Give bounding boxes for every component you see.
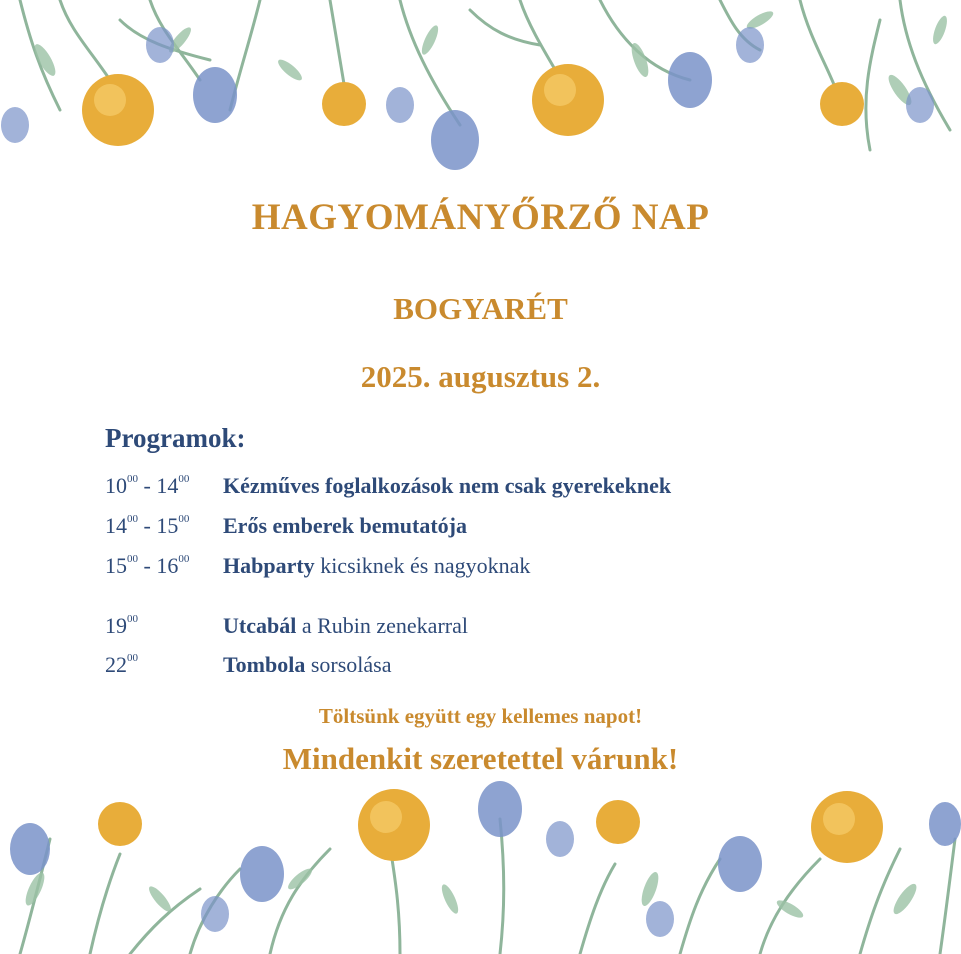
- program-description: Utcabál a Rubin zenekarral: [223, 613, 468, 638]
- event-date: 2025. augusztus 2.: [360, 359, 601, 394]
- programs-heading: Programok:: [105, 423, 246, 453]
- program-description: Kézműves foglalkozások nem csak gyerekeknek: [223, 473, 672, 498]
- program-time: $14^{00} - 15^{00}$: [105, 513, 190, 538]
- program-description: Tombola sorsolása: [223, 652, 392, 677]
- program-time: $15^{00} - 16^{00}$: [105, 553, 190, 578]
- closing-line-1: Töltsünk együtt egy kellemes napot!: [318, 704, 643, 728]
- bottom-floral-border: [0, 779, 961, 954]
- program-time: $22^{00}$: [105, 652, 138, 677]
- program-time: $19^{00}$: [105, 613, 138, 638]
- closing-line-2: Mindenkit szeretettel várunk!: [282, 741, 679, 776]
- event-location: BOGYARÉT: [393, 291, 568, 326]
- program-description: Erős emberek bemutatója: [223, 513, 467, 538]
- top-floral-border: [0, 0, 961, 180]
- program-time: $10^{00} - 14^{00}$: [105, 473, 190, 498]
- event-title: HAGYOMÁNYŐRZŐ NAP: [251, 197, 710, 238]
- program-description: Habparty kicsiknek és nagyoknak: [223, 553, 531, 578]
